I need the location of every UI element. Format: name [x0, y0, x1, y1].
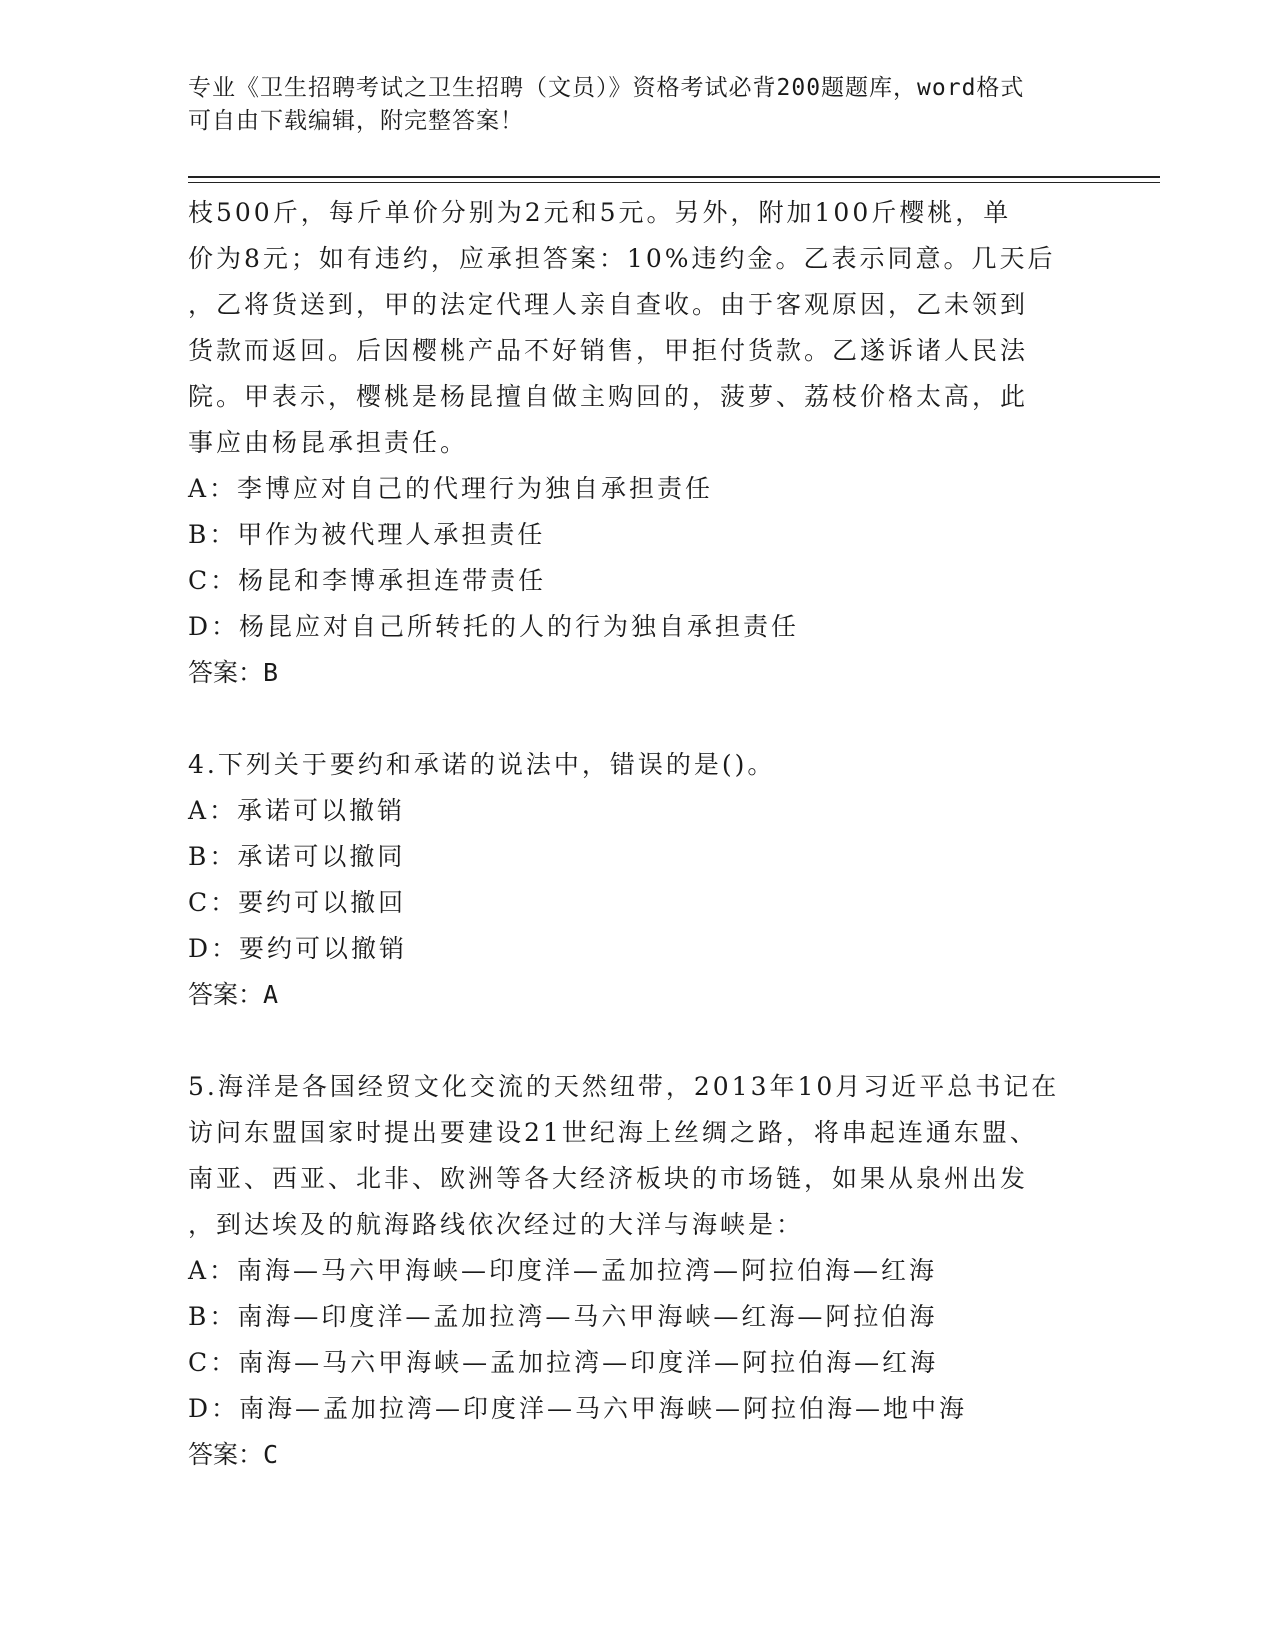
question-4-option-c: C：要约可以撤回	[188, 888, 407, 917]
header-line-2: 可自由下载编辑，附完整答案！	[188, 108, 524, 134]
question-5-answer: 答案：C	[188, 1440, 279, 1469]
question-4-option-b: B：承诺可以撤同	[188, 842, 406, 871]
question-3	[188, 190, 1088, 696]
question-5	[188, 1064, 1088, 1478]
question-5-option-b: B：南海—印度洋—孟加拉湾—马六甲海峡—红海—阿拉伯海	[188, 1302, 938, 1331]
question-3-option-c: C：杨昆和李博承担连带责任	[188, 566, 547, 595]
page-header	[188, 72, 1068, 138]
question-5-stem-line: ，到达埃及的航海路线依次经过的大洋与海峡是：	[188, 1210, 805, 1239]
header-rule-thin	[188, 182, 1160, 183]
question-3-option-a: A：李博应对自己的代理行为独自承担责任	[188, 474, 714, 503]
question-4-stem: 4.下列关于要约和承诺的说法中，错误的是()。	[188, 750, 776, 779]
question-3-option-d: D：杨昆应对自己所转托的人的行为独自承担责任	[188, 612, 800, 641]
header-line-1: 专业《卫生招聘考试之卫生招聘（文员）》资格考试必背200题题库，word格式	[188, 75, 1025, 101]
question-5-option-d: D：南海—孟加拉湾—印度洋—马六甲海峡—阿拉伯海—地中海	[188, 1394, 968, 1423]
question-5-stem-line: 5.海洋是各国经贸文化交流的天然纽带，2013年10月习近平总书记在	[188, 1072, 1060, 1101]
question-3-stem-line: 货款而返回。后因樱桃产品不好销售，甲拒付货款。乙遂诉诸人民法	[188, 336, 1029, 365]
question-5-stem-line: 访问东盟国家时提出要建设21世纪海上丝绸之路，将串起连通东盟、	[188, 1118, 1038, 1147]
question-4-option-d: D：要约可以撤销	[188, 934, 408, 963]
question-3-stem-line: 价为8元；如有违约，应承担答案：10%违约金。乙表示同意。几天后	[188, 244, 1056, 273]
question-4-answer: 答案：A	[188, 980, 279, 1009]
question-3-stem-line: 事应由杨昆承担责任。	[188, 428, 469, 457]
spacer	[188, 696, 1088, 742]
question-5-option-a: A：南海—马六甲海峡—印度洋—孟加拉湾—阿拉伯海—红海	[188, 1256, 938, 1285]
question-4	[188, 742, 1088, 1018]
spacer	[188, 1018, 1088, 1064]
question-3-option-b: B：甲作为被代理人承担责任	[188, 520, 546, 549]
question-3-stem-line: 院。甲表示，樱桃是杨昆擅自做主购回的，菠萝、荔枝价格太高，此	[188, 382, 1029, 411]
question-3-stem-line: 枝500斤，每斤单价分别为2元和5元。另外，附加100斤樱桃，单	[188, 198, 1012, 227]
question-5-option-c: C：南海—马六甲海峡—孟加拉湾—印度洋—阿拉伯海—红海	[188, 1348, 939, 1377]
question-4-option-a: A：承诺可以撤销	[188, 796, 406, 825]
question-3-answer: 答案：B	[188, 658, 279, 687]
header-rule-thick	[188, 176, 1160, 178]
question-5-stem-line: 南亚、西亚、北非、欧洲等各大经济板块的市场链，如果从泉州出发	[188, 1164, 1029, 1193]
document-body	[188, 190, 1088, 1478]
question-3-stem-line: ，乙将货送到，甲的法定代理人亲自查收。由于客观原因，乙未领到	[188, 290, 1029, 319]
